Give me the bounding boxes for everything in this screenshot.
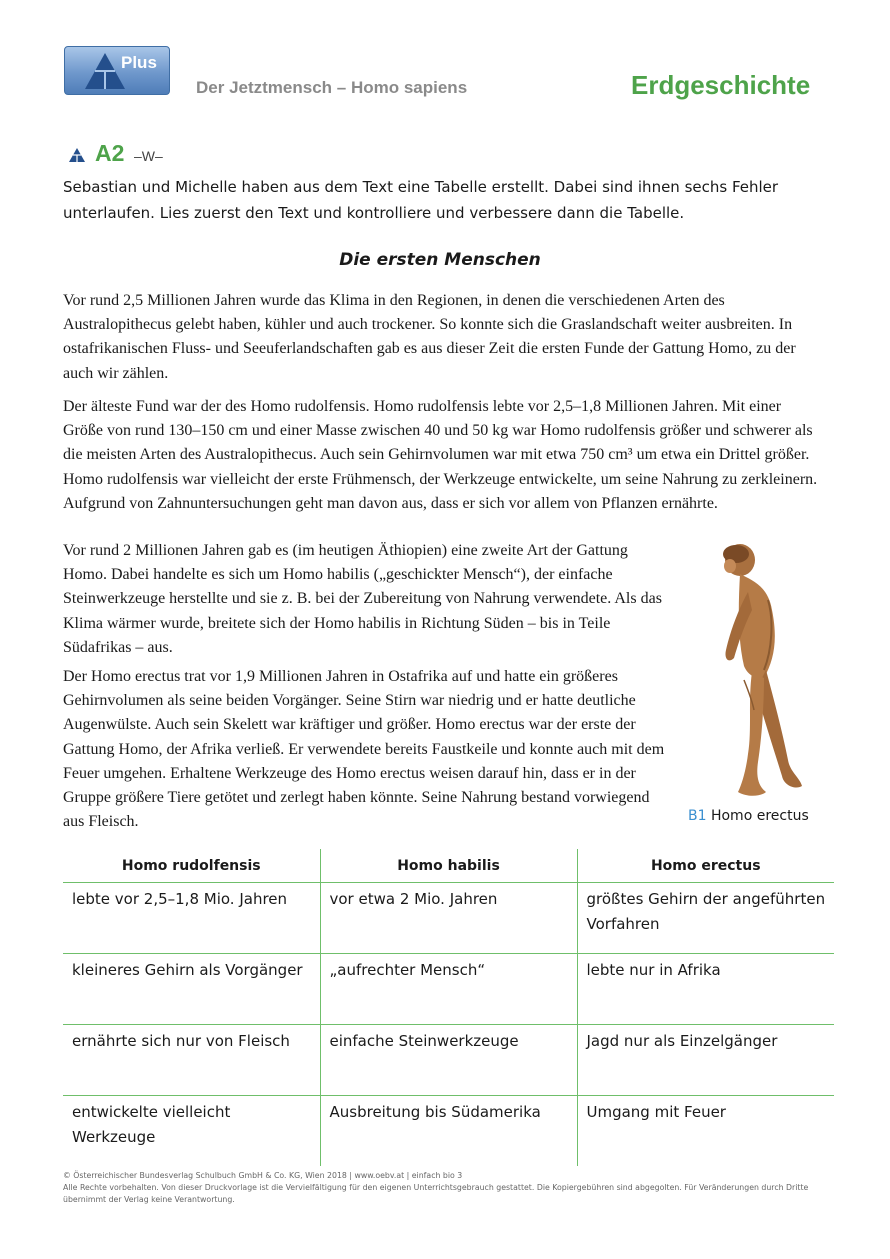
- figure-number: B1: [688, 808, 707, 824]
- footer-copyright: © Österreichischer Bundesverlag Schulbuch GmbH & Co. KG, Wien 2018 | www.oebv.at | einfach bio 3: [63, 1171, 463, 1180]
- figure-caption: [688, 808, 809, 824]
- table-cell: kleineres Gehirn als Vorgänger: [63, 954, 320, 1025]
- homo-erectus-illustration: [708, 540, 808, 805]
- comparison-table: [63, 849, 834, 1166]
- table-header: Homo rudolfensis: [63, 849, 320, 883]
- table-row: [63, 954, 834, 1025]
- figure-caption-text: Homo erectus: [710, 808, 809, 824]
- table-cell: vor etwa 2 Mio. Jahren: [320, 883, 577, 954]
- pyramid-icon: [68, 147, 86, 163]
- table-cell: „aufrechter Mensch“: [320, 954, 577, 1025]
- footer-rights: Alle Rechte vorbehalten. Von dieser Druckvorlage ist die Vervielfältigung für den eigenen Unterrichtsgebrauch gestattet. Die Kopiergebühren sind abgegolten. Für Veränderungen durch Dritte übernimmt der Verlag keine Verantwortung.: [63, 1183, 809, 1204]
- article-paragraph: Der Homo erectus trat vor 1,9 Millionen Jahren in Ostafrika auf und hatte ein größeres Gehirnvolumen als seine beiden Vorgänger. Seine Stirn war niedrig und er hatte deutliche Augenwülste. Auch sein Skelett war kräftiger und größer. Homo erectus war der erste der Gattung Homo, der Afrika verließ. Er verwendete bereits Faustkeile und konnte auch mit dem Feuer umgehen. Erhaltene Werkzeuge des Homo erectus weisen darauf hin, dass er in der Gruppe größere Tiere getötet und zerlegt haben könnte. Seine Nahrung bestand vorwiegend aus Fleisch.: [63, 668, 665, 831]
- table-cell: lebte vor 2,5–1,8 Mio. Jahren: [63, 883, 320, 954]
- page-subtitle: Der Jetztmensch – Homo sapiens: [196, 78, 468, 97]
- plus-logo: [64, 46, 170, 95]
- table-cell: Ausbreitung bis Südamerika: [320, 1096, 577, 1167]
- table-row: [63, 1025, 834, 1096]
- table-header-row: [63, 849, 834, 883]
- article-paragraph: Der älteste Fund war der des Homo rudolfensis. Homo rudolfensis lebte vor 2,5–1,8 Millionen Jahren. Mit einer Größe von rund 130–150 cm und einer Masse zwischen 40 und 50 kg war Homo rudolfensis größer und schwerer als die meisten Arten des Australopithecus. Auch sein Gehirnvolumen war mit etwa 750 cm³ um etwa ein Drittel größer. Homo rudolfensis war vielleicht der erste Frühmensch, der Werkzeuge entwickelte, um seine Nahrung zu zerkleinern. Aufgrund von Zahnuntersuchungen geht man davon aus, dass er sich vor allem von Pflanzen ernährte.: [63, 398, 818, 512]
- article-paragraph: Vor rund 2 Millionen Jahren gab es (im heutigen Äthiopien) eine zweite Art der Gattung Homo. Dabei handelte es sich um Homo habilis („geschickter Mensch“), der einfache Steinwerkzeuge herstellte und sie z. B. bei der Zubereitung von Nahrung verwendete. Als das Klima wärmer wurde, breitete sich der Homo habilis in Richtung Süden – bis in Teile Südafrikas – aus.: [63, 542, 662, 656]
- table-row: [63, 883, 834, 954]
- task-id: A2: [95, 140, 125, 166]
- task-instructions: Sebastian und Michelle haben aus dem Text eine Tabelle erstellt. Dabei sind ihnen sechs Fehler unterlaufen. Lies zuerst den Text und kontrolliere und verbessere dann die Tabelle.: [63, 178, 779, 222]
- section-title: Erdgeschichte: [631, 70, 811, 100]
- article-paragraph: Vor rund 2,5 Millionen Jahren wurde das Klima in den Regionen, in denen die verschiedenen Arten des Australopithecus gelebt haben, kühler und auch trockener. So konnte sich die Graslandschaft weiter ausbreiten. In ostafrikanischen Fluss- und Seeuferlandschaften gab es aus dieser Zeit die ersten Funde der Gattung Homo, zu der auch wir zählen.: [63, 292, 796, 382]
- table-cell: entwickelte vielleicht Werkzeuge: [72, 1103, 231, 1146]
- footer: [63, 1170, 833, 1206]
- table-cell: ernährte sich nur von Fleisch: [63, 1025, 320, 1096]
- table-cell: größtes Gehirn der angeführten Vorfahren: [577, 883, 834, 954]
- article-title: Die ersten Menschen: [339, 250, 541, 270]
- task-type: –W–: [134, 148, 163, 164]
- table-cell: einfache Steinwerkzeuge: [320, 1025, 577, 1096]
- logo-label: Plus: [121, 53, 157, 72]
- table-cell: lebte nur in Afrika: [577, 954, 834, 1025]
- table-cell: Jagd nur als Einzelgänger: [577, 1025, 834, 1096]
- table-header: Homo erectus: [577, 849, 834, 883]
- table-header: Homo habilis: [320, 849, 577, 883]
- table-row: [63, 1096, 834, 1167]
- table-cell: Umgang mit Feuer: [577, 1096, 834, 1167]
